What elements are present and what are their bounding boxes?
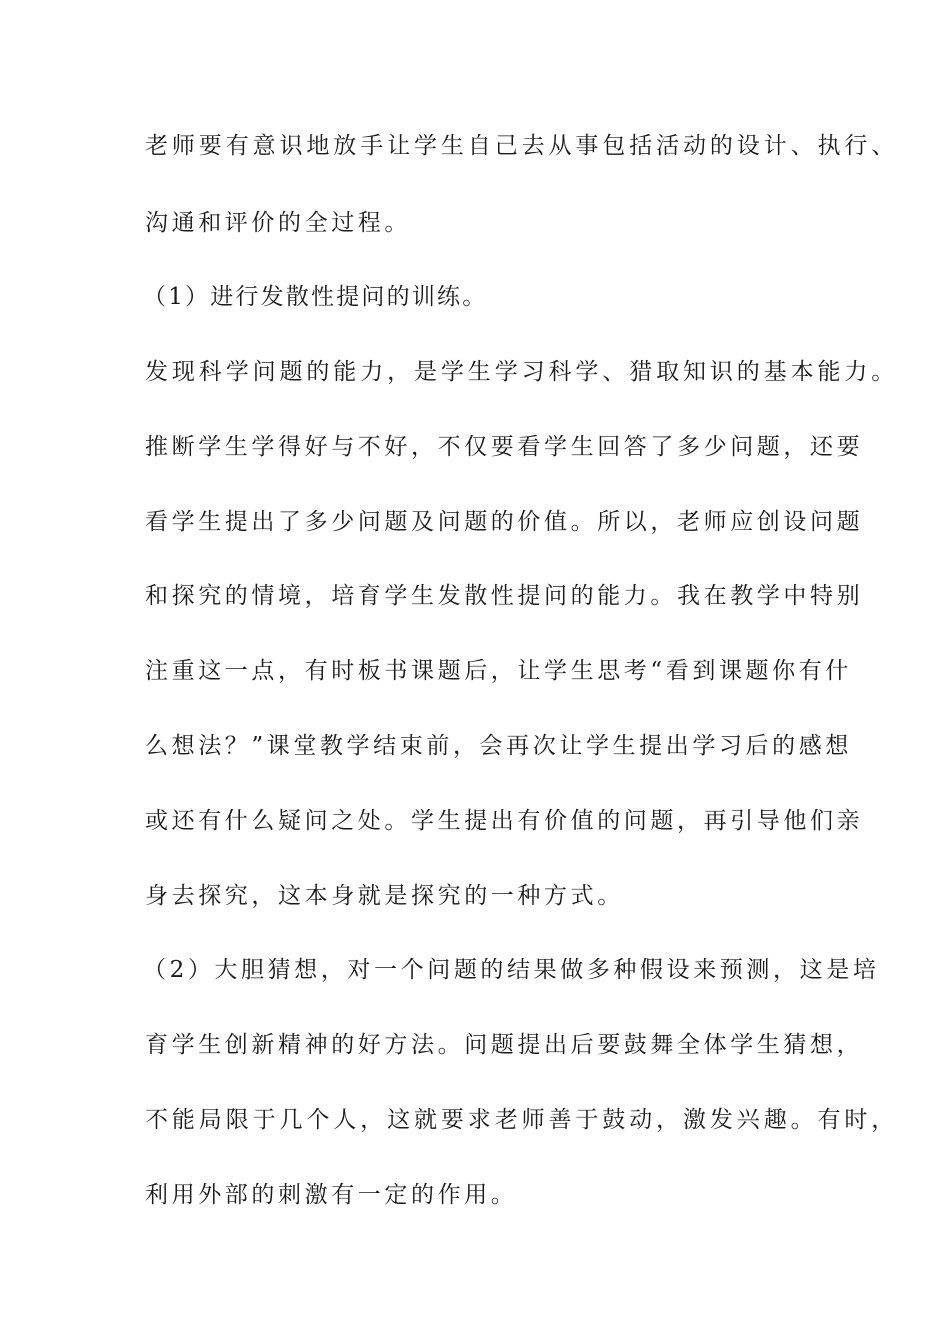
text-line: 或还有什么疑问之处。学生提出有价值的问题，再引导他们亲 (145, 808, 864, 834)
text-line: 育学生创新精神的好方法。问题提出后要鼓舞全体学生猜想， (145, 1032, 864, 1058)
text-line: 身去探究，这本身就是探究的一种方式。 (145, 883, 624, 909)
section-heading: （2）大胆猜想，对一个问题的结果做多种假设来预测，这是培 (143, 957, 880, 983)
text-line: 发现科学问题的能力，是学生学习科学、猎取知识的基本能力。 (145, 359, 899, 385)
text-line: 利用外部的刺激有一定的作用。 (145, 1182, 518, 1208)
text-line: 和探究的情境，培育学生发散性提问的能力。我在教学中特别 (145, 583, 864, 609)
section-heading: （1）进行发散性提问的训练。 (143, 284, 488, 310)
text-line: 不能局限于几个人，这就要求老师善于鼓动，激发兴趣。有时， (145, 1107, 899, 1133)
text-line: 推断学生学得好与不好，不仅要看学生回答了多少问题，还要 (145, 434, 864, 460)
text-line: 注重这一点，有时板书课题后，让学生思考“看到课题你有什 (145, 658, 852, 684)
text-line: 沟通和评价的全过程。 (145, 210, 411, 236)
text-line: 老师要有意识地放手让学生自己去从事包括活动的设计、执行、 (145, 133, 899, 159)
text-line: 么想法？”课堂教学结束前，会再次让学生提出学习后的感想 (145, 733, 852, 759)
text-line: 看学生提出了多少问题及问题的价值。所以，老师应创设问题 (145, 509, 864, 535)
